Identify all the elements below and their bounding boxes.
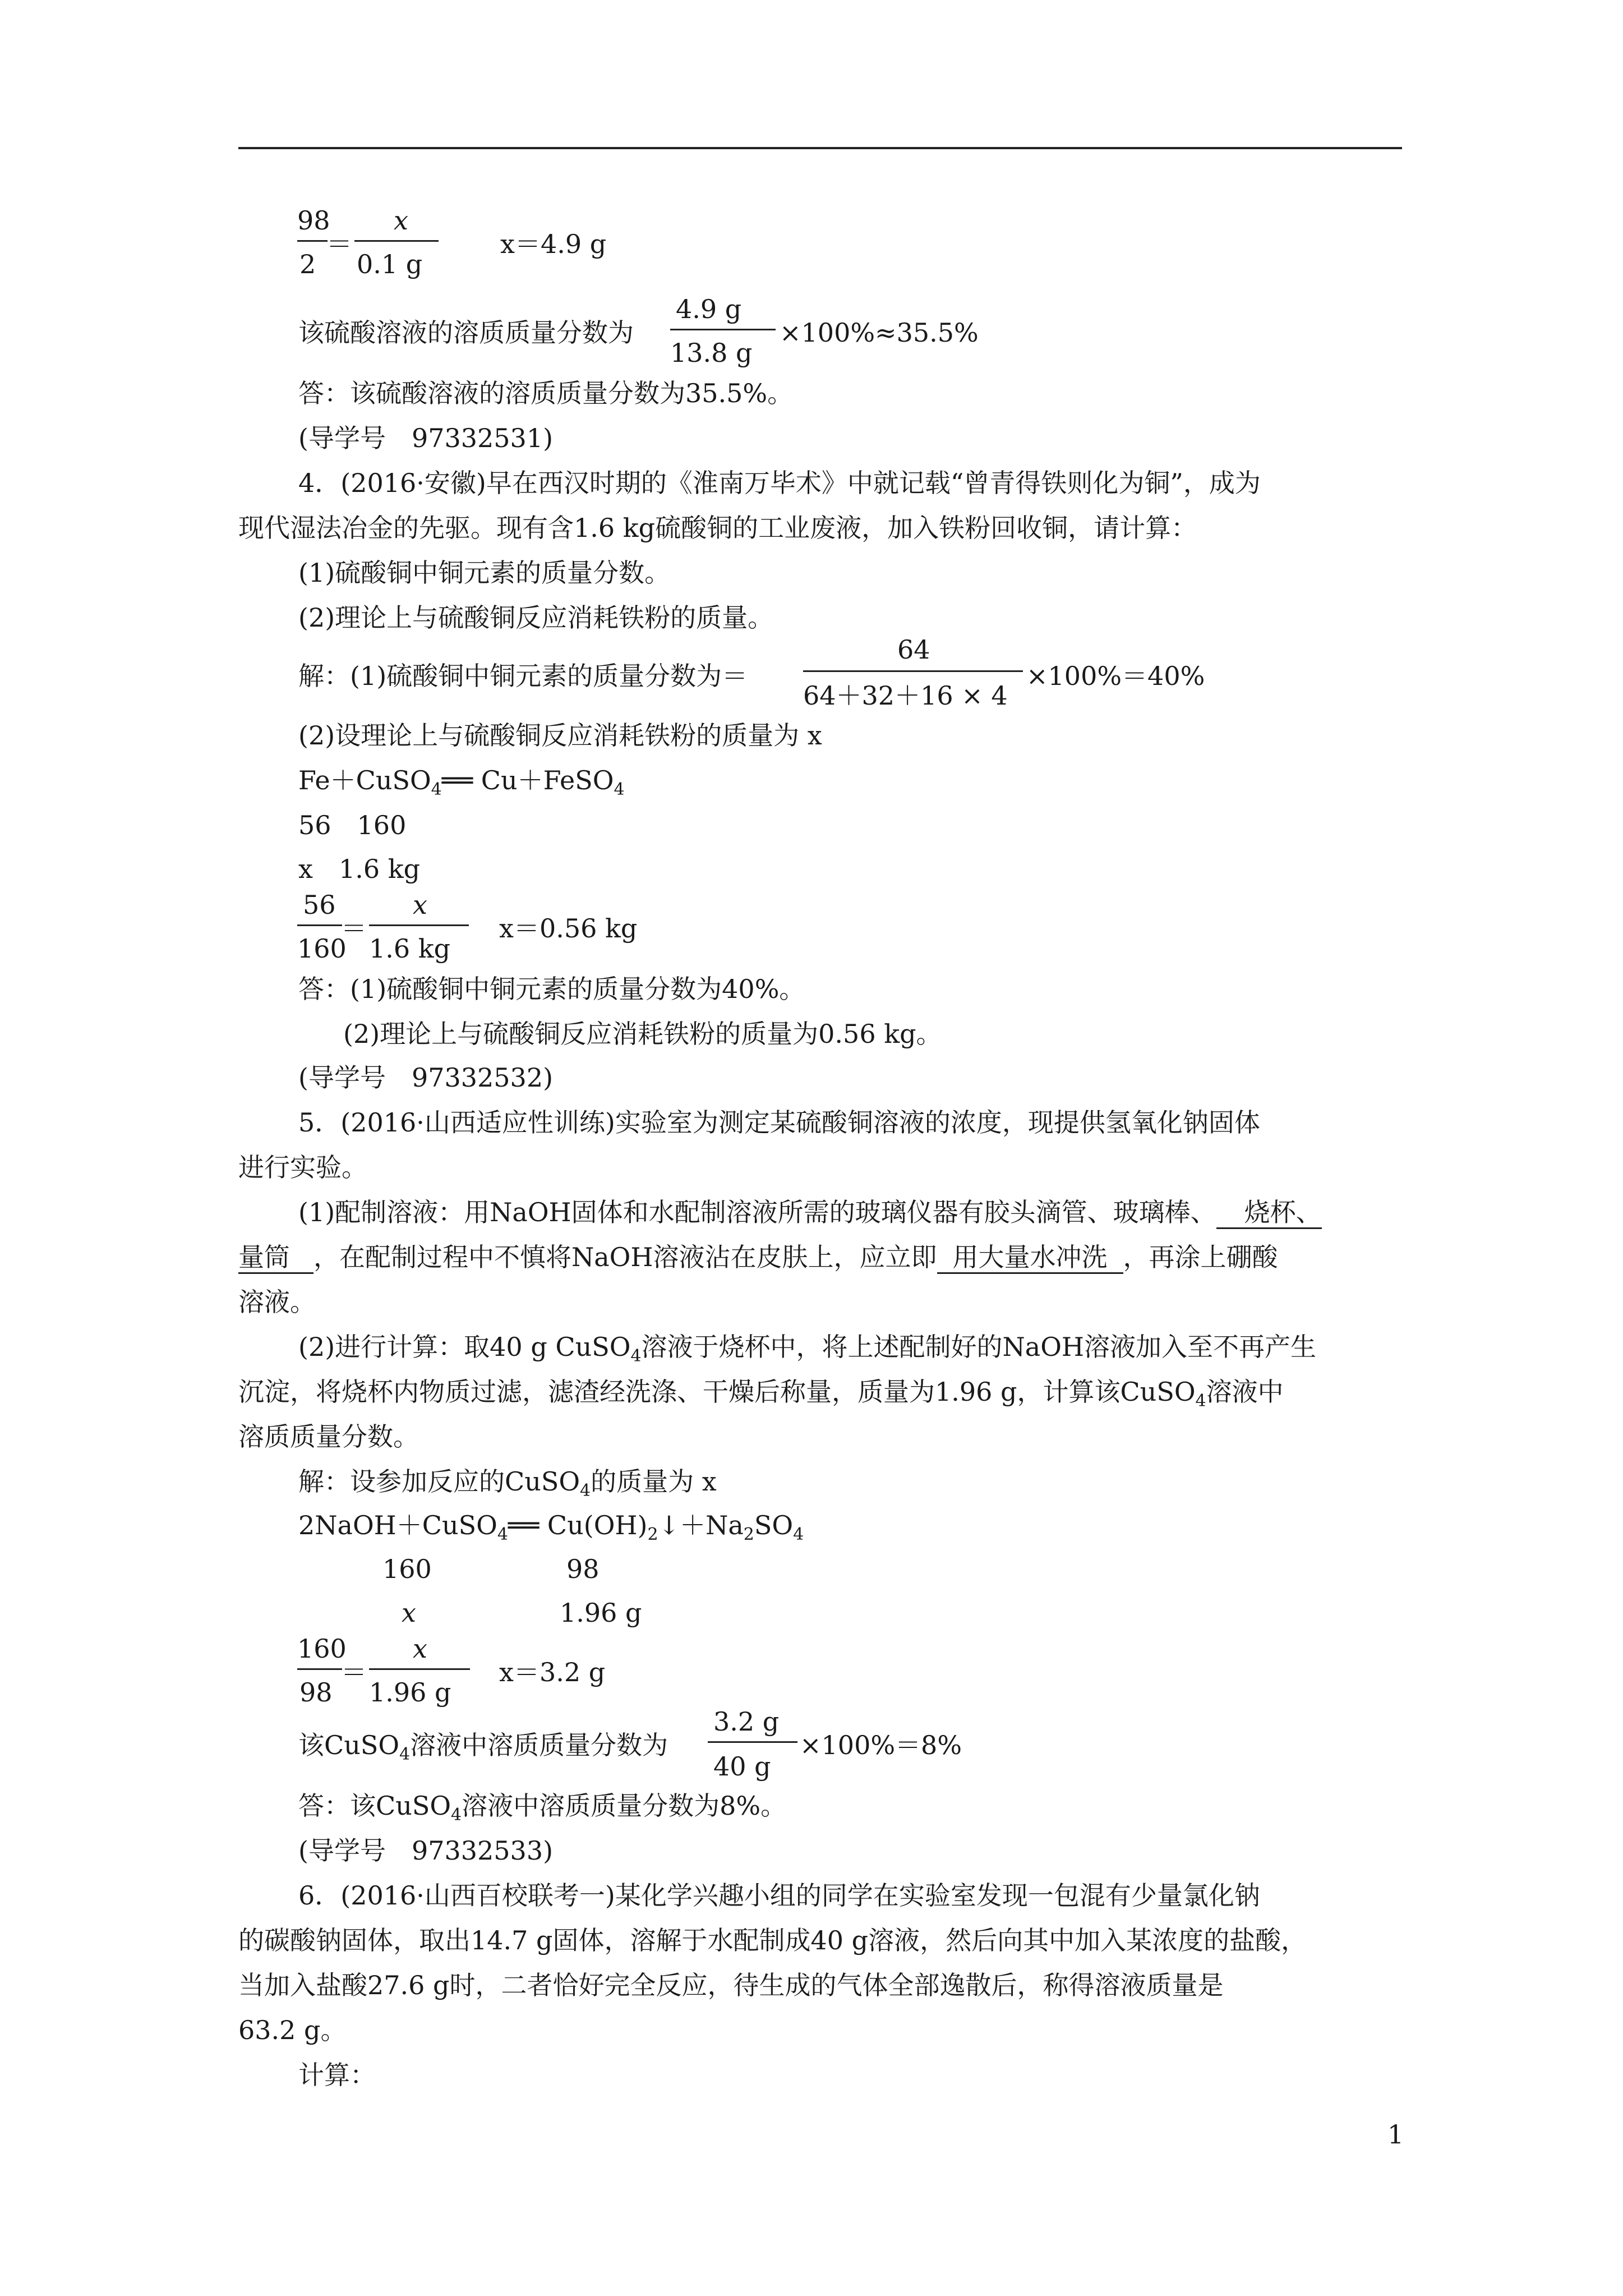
guide-number: (导学号 97332532)	[298, 1062, 554, 1093]
question-6-line-3: 当加入盐酸27.6 g时，二者恰好完全反应，待生成的气体全部逸散后，称得溶液质量是	[238, 1970, 1224, 2000]
equals-sign: ＝	[341, 913, 367, 944]
question-6-line-4: 63.2 g。	[238, 2015, 347, 2045]
question-4-sub-2: (2)理论上与硫酸铜反应消耗铁粉的质量。	[298, 602, 774, 633]
answer-blank-1-cont: 量筒	[238, 1244, 313, 1274]
reaction-equation-fe: Fe＋CuSO$_4$══ Cu＋FeSO$_4$	[298, 765, 625, 799]
mass-x: x	[402, 1598, 416, 1628]
guide-number: (导学号 97332533)	[298, 1835, 554, 1866]
question-5-part-2-a: (2)进行计算：取40 g CuSO$_4$溶液于烧杯中，将上述配制好的NaOH溶液加入至不再产生	[298, 1332, 1317, 1366]
question-5-part-1-b: 量筒 ，在配制过程中不慎将NaOH溶液沾在皮肤上，应立即 用大量水冲洗 ，再涂上硼酸	[238, 1244, 1278, 1274]
percent-result: ×100%≈35.5%	[780, 318, 979, 348]
solution-1-prefix: 解：(1)硫酸铜中铜元素的质量分数为＝	[298, 661, 748, 691]
answer-line-1: 答：(1)硫酸铜中铜元素的质量分数为40%。	[298, 974, 805, 1004]
answer-line: 答：该硫酸溶液的溶质质量分数为35.5%。	[298, 378, 794, 408]
question-6-line-5: 计算：	[298, 2060, 376, 2090]
equals-sign: ＝	[341, 1657, 367, 1687]
answer-line: 答：该CuSO$_4$溶液中溶质质量分数为8%。	[298, 1791, 787, 1825]
guide-number: (导学号 97332531)	[298, 423, 554, 453]
percent-text: 该CuSO$_4$溶液中溶质质量分数为	[298, 1730, 668, 1764]
molar-mass-row: 56 160	[298, 810, 407, 840]
question-6-line-1: 6．(2016·山西百校联考一)某化学兴趣小组的同学在实验室发现一包混有少量氯化钠	[298, 1880, 1260, 1911]
solution-2-setup: (2)设理论上与硫酸铜反应消耗铁粉的质量为 x	[298, 720, 822, 751]
page-number: 1	[1387, 2119, 1404, 2150]
question-5-part-1-a: (1)配制溶液：用NaOH固体和水配制溶液所需的玻璃仪器有胶头滴管、玻璃棒、 烧杯、	[298, 1199, 1322, 1229]
question-4-sub-1: (1)硫酸铜中铜元素的质量分数。	[298, 558, 671, 588]
question-4-line-1: 4．(2016·安徽)早在西汉时期的《淮南万毕术》中就记载“曾青得铁则化为铜”，成为	[298, 468, 1261, 498]
result-x: x＝0.56 kg	[499, 913, 638, 944]
question-5-line-2: 进行实验。	[238, 1152, 367, 1182]
reaction-equation-naoh: 2NaOH＋CuSO$_4$══ $Cu(OH)_2↓+Na_2SO_4$	[298, 1510, 804, 1544]
question-5-line-1: 5．(2016·山西适应性训练)实验室为测定某硫酸铜溶液的浓度，现提供氢氧化钠固体	[298, 1107, 1260, 1138]
mass-1.96: 1.96 g	[560, 1598, 642, 1628]
percent-result: ×100%＝8%	[800, 1730, 962, 1760]
answer-line-2: (2)理论上与硫酸铜反应消耗铁粉的质量为0.56 kg。	[343, 1019, 942, 1049]
answer-blank-1: 烧杯、	[1216, 1199, 1322, 1229]
question-6-line-2: 的碳酸钠固体，取出14.7 g固体，溶解于水配制成40 g溶液，然后向其中加入某浓度的盐酸，	[238, 1925, 1307, 1955]
question-5-part-1-c: 溶液。	[238, 1287, 316, 1317]
molar-mass-98: 98	[566, 1554, 600, 1584]
question-5-part-2-b: 沉淀，将烧杯内物质过滤，滤渣经洗涤、干燥后称量，质量为1.96 g，计算该CuSO$_4$溶液中	[238, 1377, 1284, 1411]
solution-setup: 解：设参加反应的CuSO$_4$的质量为 x	[298, 1466, 717, 1501]
question-4-line-2: 现代湿法冶金的先驱。现有含1.6 kg硫酸铜的工业废液，加入铁粉回收铜，请计算：	[238, 513, 1197, 543]
answer-blank-2: 用大量水冲洗	[937, 1244, 1123, 1274]
result-x: x＝3.2 g	[499, 1657, 606, 1687]
equals-sign: ＝	[326, 229, 352, 259]
header-rule	[238, 147, 1402, 149]
molar-mass-160: 160	[382, 1554, 432, 1584]
solution-1-result: ×100%＝40%	[1026, 661, 1205, 691]
question-5-part-2-c: 溶质质量分数。	[238, 1421, 419, 1452]
mass-row: x 1.6 kg	[298, 854, 421, 884]
result-x: x＝4.9 g	[500, 229, 607, 259]
mass-fraction-text: 该硫酸溶液的溶质质量分数为	[298, 318, 634, 348]
